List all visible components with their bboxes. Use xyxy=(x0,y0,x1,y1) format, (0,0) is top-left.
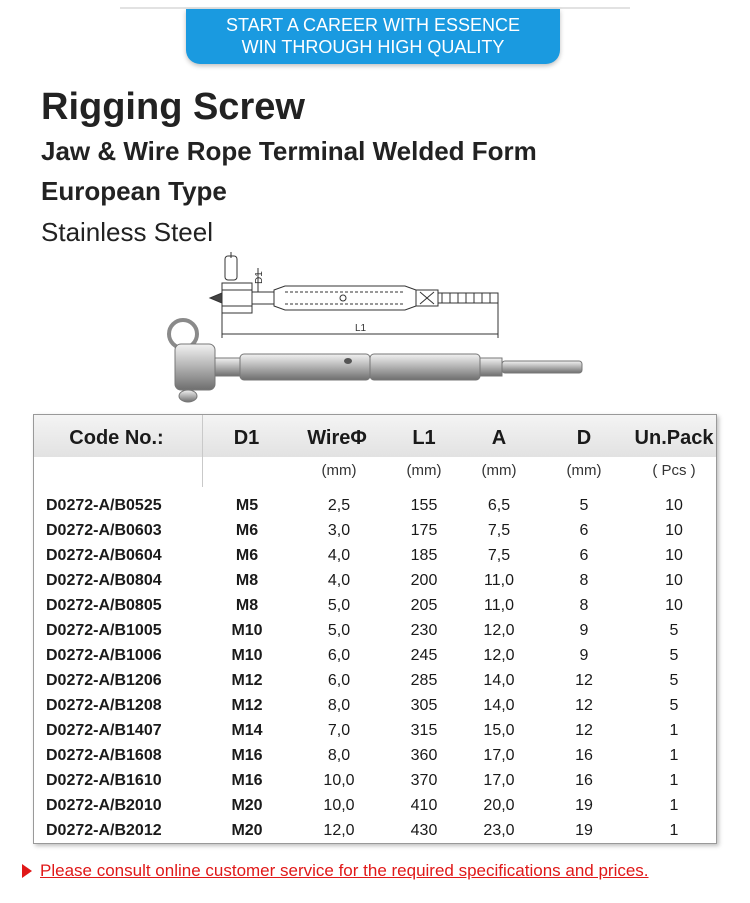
cell-a: 6,5 xyxy=(487,497,511,514)
cell-wire: 10,0 xyxy=(323,772,355,789)
cell-d: 19 xyxy=(575,797,593,814)
cell-a: 7,5 xyxy=(487,547,511,564)
cell-wire: 4,0 xyxy=(327,572,351,589)
table-row xyxy=(34,520,716,545)
cell-l1: 370 xyxy=(410,772,438,789)
banner-line-1: START A CAREER WITH ESSENCE xyxy=(225,15,521,35)
cell-wire: 4,0 xyxy=(327,547,351,564)
cell-l1: 230 xyxy=(410,622,438,639)
header-wire: WireΦ xyxy=(307,427,367,449)
cell-wire: 5,0 xyxy=(327,597,351,614)
cell-code: D0272-A/B2012 xyxy=(46,822,162,839)
cell-d: 16 xyxy=(575,747,593,764)
cell-unpack: 10 xyxy=(665,547,683,564)
cell-d: 19 xyxy=(575,822,593,839)
cell-code: D0272-A/B1006 xyxy=(46,647,162,664)
product-title: Rigging Screw xyxy=(41,86,305,128)
cell-a: 15,0 xyxy=(483,722,515,739)
cell-l1: 205 xyxy=(410,597,438,614)
cell-code: D0272-A/B1005 xyxy=(46,622,162,639)
table-row xyxy=(34,545,716,570)
cell-code: D0272-A/B1208 xyxy=(46,697,162,714)
cell-a: 11,0 xyxy=(484,572,514,589)
table-row xyxy=(34,720,716,745)
cell-d1: M8 xyxy=(235,572,259,589)
table-row xyxy=(34,620,716,645)
cell-d1: M8 xyxy=(235,597,259,614)
cell-l1: 185 xyxy=(410,547,438,564)
cell-unpack: 1 xyxy=(669,822,679,839)
product-drawing xyxy=(150,248,610,408)
cell-code: D0272-A/B0805 xyxy=(46,597,162,614)
cell-wire: 2,5 xyxy=(327,497,351,514)
table-row xyxy=(34,670,716,695)
cell-unpack: 10 xyxy=(665,597,683,614)
cell-wire: 5,0 xyxy=(327,622,351,639)
cell-l1: 360 xyxy=(410,747,438,764)
cell-d1: M6 xyxy=(235,547,259,564)
cell-l1: 285 xyxy=(410,672,438,689)
technical-drawing xyxy=(210,252,498,338)
cell-code: D0272-A/B1407 xyxy=(46,722,162,739)
cell-d1: M20 xyxy=(231,797,263,814)
cell-l1: 410 xyxy=(410,797,438,814)
cell-unpack: 5 xyxy=(669,697,679,714)
cell-d: 8 xyxy=(579,572,589,589)
cell-d1: M14 xyxy=(231,722,263,739)
cell-d1: M12 xyxy=(231,697,263,714)
label-d1: D1 xyxy=(254,271,265,284)
cell-a: 17,0 xyxy=(483,747,515,764)
spec-table xyxy=(33,414,717,844)
cell-d: 12 xyxy=(575,697,593,714)
note-arrow-icon xyxy=(22,864,32,878)
cell-a: 20,0 xyxy=(483,797,515,814)
cell-wire: 7,0 xyxy=(327,722,351,739)
cell-l1: 200 xyxy=(410,572,438,589)
cell-d1: M12 xyxy=(231,672,263,689)
cell-l1: 305 xyxy=(410,697,438,714)
cell-code: D0272-A/B0603 xyxy=(46,522,162,539)
cell-a: 12,0 xyxy=(483,622,515,639)
cell-unpack: 10 xyxy=(665,572,683,589)
cell-l1: 430 xyxy=(410,822,438,839)
table-row xyxy=(34,595,716,620)
cell-a: 12,0 xyxy=(483,647,515,664)
product-photo xyxy=(169,320,582,402)
table-row xyxy=(34,770,716,795)
header-d: D xyxy=(576,427,592,449)
cell-l1: 245 xyxy=(410,647,438,664)
cell-unpack: 1 xyxy=(669,772,679,789)
product-material: Stainless Steel xyxy=(41,217,213,247)
header-d1: D1 xyxy=(233,427,260,449)
cell-d1: M5 xyxy=(235,497,259,514)
cell-code: D0272-A/B0604 xyxy=(46,547,162,564)
cell-unpack: 10 xyxy=(665,497,683,514)
cell-d: 6 xyxy=(579,522,589,539)
cell-d: 8 xyxy=(579,597,589,614)
table-row xyxy=(34,745,716,770)
cell-d: 9 xyxy=(579,622,589,639)
cell-wire: 8,0 xyxy=(327,697,351,714)
table-row xyxy=(34,695,716,720)
cell-code: D0272-A/B2010 xyxy=(46,797,162,814)
cell-code: D0272-A/B1610 xyxy=(46,772,162,789)
cell-a: 17,0 xyxy=(483,772,515,789)
cell-d: 12 xyxy=(575,722,593,739)
unit-l1: (mm) xyxy=(406,462,442,479)
cell-wire: 6,0 xyxy=(327,672,351,689)
cell-unpack: 5 xyxy=(669,622,679,639)
cell-d: 6 xyxy=(579,547,589,564)
unit-wire: (mm) xyxy=(321,462,357,479)
consult-note[interactable]: Please consult online customer service for the required specifications and prices. xyxy=(40,861,649,880)
header-l1: L1 xyxy=(412,427,436,449)
cell-wire: 3,0 xyxy=(327,522,351,539)
product-type: European Type xyxy=(41,176,227,206)
banner-line-2: WIN THROUGH HIGH QUALITY xyxy=(241,37,505,57)
cell-unpack: 1 xyxy=(669,797,679,814)
unit-a: (mm) xyxy=(481,462,517,479)
cell-d1: M6 xyxy=(235,522,259,539)
cell-code: D0272-A/B1608 xyxy=(46,747,162,764)
cell-d: 5 xyxy=(579,497,589,514)
label-l1: L1 xyxy=(355,323,367,334)
cell-a: 11,0 xyxy=(484,597,514,614)
cell-a: 23,0 xyxy=(483,822,515,839)
table-row xyxy=(34,570,716,595)
cell-d: 12 xyxy=(575,672,593,689)
cell-l1: 315 xyxy=(410,722,438,739)
header-a: A xyxy=(491,427,507,449)
cell-d1: M10 xyxy=(231,622,263,639)
cell-code: D0272-A/B0525 xyxy=(46,497,162,514)
cell-a: 14,0 xyxy=(483,672,515,689)
cell-code: D0272-A/B0804 xyxy=(46,572,162,589)
cell-wire: 12,0 xyxy=(323,822,355,839)
table-row xyxy=(34,645,716,670)
unit-pack: ( Pcs ) xyxy=(652,462,696,479)
unit-d: (mm) xyxy=(566,462,602,479)
cell-code: D0272-A/B1206 xyxy=(46,672,162,689)
column-divider xyxy=(202,415,203,487)
cell-unpack: 5 xyxy=(669,647,679,664)
cell-a: 14,0 xyxy=(483,697,515,714)
cell-d1: M20 xyxy=(231,822,263,839)
cell-unpack: 10 xyxy=(665,522,683,539)
cell-d: 16 xyxy=(575,772,593,789)
cell-l1: 155 xyxy=(410,497,438,514)
cell-d: 9 xyxy=(579,647,589,664)
cell-d1: M10 xyxy=(231,647,263,664)
cell-wire: 10,0 xyxy=(323,797,355,814)
slogan-banner xyxy=(186,9,560,64)
cell-unpack: 1 xyxy=(669,722,679,739)
cell-wire: 8,0 xyxy=(327,747,351,764)
header-code: Code No.: xyxy=(69,427,164,449)
table-row xyxy=(34,795,716,820)
cell-unpack: 1 xyxy=(669,747,679,764)
table-row xyxy=(34,495,716,520)
cell-a: 7,5 xyxy=(487,522,511,539)
cell-d1: M16 xyxy=(231,772,263,789)
cell-d1: M16 xyxy=(231,747,263,764)
header-unpack: Un.Pack xyxy=(634,427,714,449)
cell-l1: 175 xyxy=(410,522,438,539)
table-row xyxy=(34,820,716,845)
cell-unpack: 5 xyxy=(669,672,679,689)
product-subtitle: Jaw & Wire Rope Terminal Welded Form xyxy=(41,136,537,166)
cell-wire: 6,0 xyxy=(327,647,351,664)
